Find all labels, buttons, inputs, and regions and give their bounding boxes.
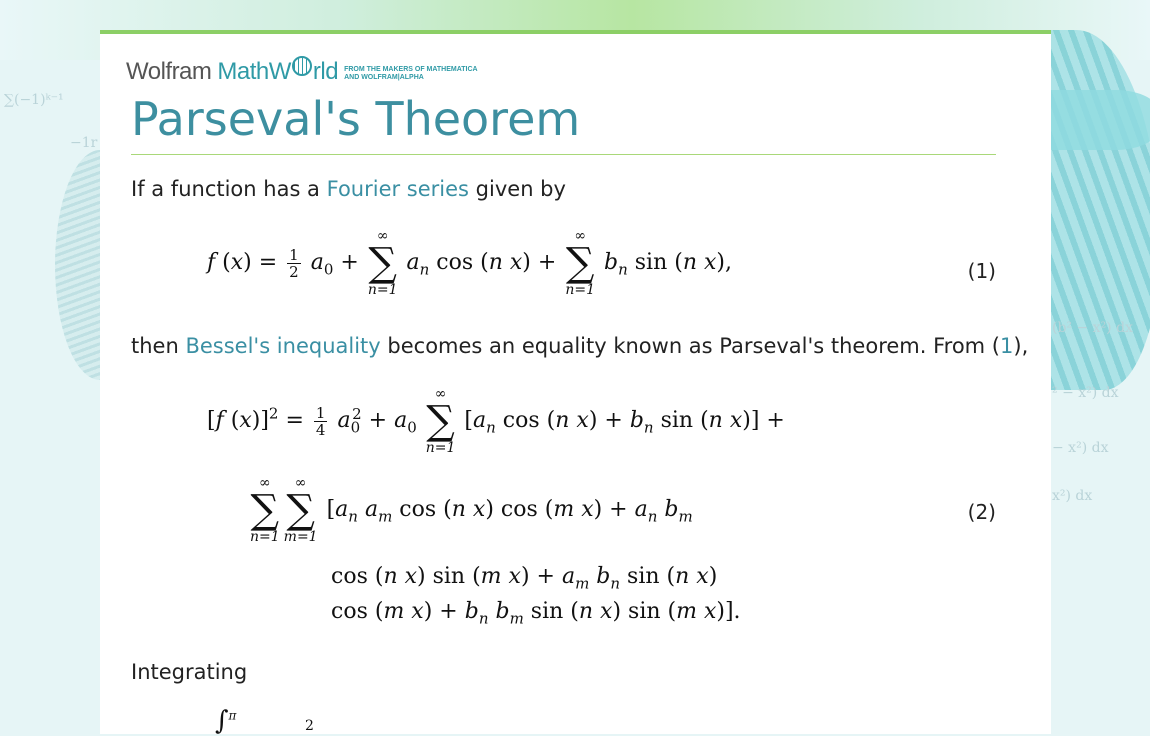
logo-tagline-line2: AND WOLFRAM|ALPHA bbox=[344, 74, 424, 81]
logo-mathworld-text bbox=[217, 58, 338, 86]
equation-2-number: (2) bbox=[967, 500, 996, 524]
equation-1: f (x) = $\frac{1}{2}$ $a_0$ + ∞ ∑ n=1 $a_n$ cos (n x) + ∞ ∑ n=1 $b_n$ sin (n x), bbox=[207, 228, 732, 298]
title-divider bbox=[131, 154, 996, 155]
equation-3-partial: ∫$^\pi$ bbox=[215, 706, 237, 736]
bessel-paragraph bbox=[131, 334, 1028, 358]
equation-2-line-2: ∞ ∑ n=1 ∞ ∑ m=1 [$a_n$ $a_m$ cos (n x) cos (m $x) + a_n$ $b_m$ bbox=[250, 475, 693, 545]
equation-2-line-1: [f (x)]$^2$ = $\frac{1}{4}$ $a_0^2 + a_0$ ∞ ∑ n=1 [$a_n$ cos (n $x) + b_n$ sin (n x)] + bbox=[207, 386, 785, 456]
equation-1-reference-link[interactable]: 1 bbox=[1000, 334, 1014, 358]
background-formula: −1r bbox=[70, 135, 98, 151]
globe-icon bbox=[292, 56, 312, 76]
wolfram-mathworld-logo[interactable] bbox=[126, 58, 478, 86]
background-formula: ∑(−1)ᵏ⁻¹ bbox=[4, 92, 64, 108]
logo-mathworld-part-b: rld bbox=[312, 58, 339, 85]
background-decoration-right-2 bbox=[1050, 90, 1150, 150]
logo-tagline bbox=[344, 66, 478, 82]
logo-wolfram-text: Wolfram bbox=[126, 58, 212, 85]
integrating-paragraph: Integrating bbox=[131, 660, 248, 684]
background-formula: x²) dx bbox=[1052, 488, 1093, 504]
equation-3-partial-superscript: 2 bbox=[305, 718, 314, 734]
logo-mathworld-part-a: MathW bbox=[217, 58, 291, 85]
para2-middle: becomes an equality known as Parseval's theorem. From ( bbox=[380, 334, 1000, 358]
para2-prefix: then bbox=[131, 334, 186, 358]
intro-suffix: given by bbox=[469, 177, 566, 201]
intro-prefix: If a function has a bbox=[131, 177, 327, 201]
fourier-series-link[interactable]: Fourier series bbox=[326, 177, 469, 201]
content-card bbox=[100, 30, 1051, 734]
equation-1-number: (1) bbox=[967, 259, 996, 283]
para2-suffix: ), bbox=[1013, 334, 1029, 358]
logo-tagline-line1: FROM THE MAKERS OF MATHEMATICA bbox=[344, 66, 478, 73]
bessels-inequality-link[interactable]: Bessel's inequality bbox=[185, 334, 381, 358]
page-title: Parseval's Theorem bbox=[131, 92, 581, 146]
background-formula: ² − x²) dx bbox=[1052, 385, 1119, 401]
background-formula: − x²) dx bbox=[1052, 440, 1109, 456]
equation-2-line-3: cos (n x) sin (m $x) + a_m$ $b_n$ sin (n x) bbox=[331, 564, 718, 593]
background-formula: (b² − x²) dx bbox=[1052, 320, 1133, 336]
equation-2-line-4: cos (m $x) + b_n$ $b_m$ sin (n x) sin (m x)]. bbox=[331, 599, 741, 628]
intro-paragraph bbox=[131, 177, 566, 201]
